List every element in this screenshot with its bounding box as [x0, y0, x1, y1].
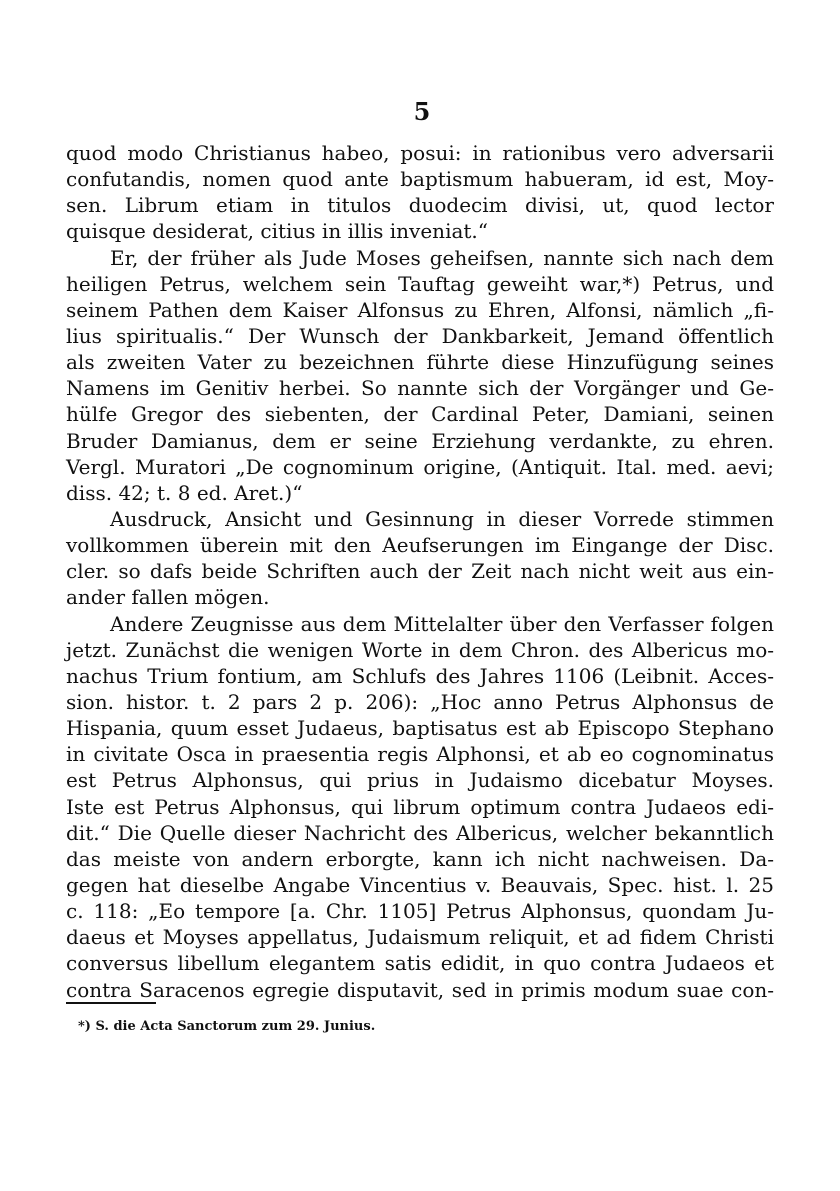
text-line: in civitate Osca in praesentia regis Alphonsi, et ab eo cognominatus	[66, 742, 774, 767]
text-line: confutandis, nomen quod ante baptismum habueram, id est, Moy-	[66, 167, 774, 192]
text-line: c. 118: „Eo tempore [a. Chr. 1105] Petrus Alphonsus, quondam Ju-	[66, 899, 774, 924]
text-line: gegen hat dieselbe Angabe Vincentius v. Beauvais, Spec. hist. l. 25	[66, 872, 774, 897]
text-line: Bruder Damianus, dem er seine Erziehung verdankte, zu ehren.	[66, 428, 774, 453]
footnote: *) S. die Acta Sanctorum zum 29. Junius.	[78, 1019, 376, 1034]
text-line: conversus libellum elegantem satis edidit, in quo contra Judaeos et	[66, 951, 774, 976]
text-line: quisque desiderat, citius in illis inveniat.“	[66, 219, 489, 244]
text-line: lius spiritualis.“ Der Wunsch der Dankbarkeit, Jemand öffentlich	[66, 323, 774, 348]
text-line: cler. so dafs beide Schriften auch der Zeit nach nicht weit aus ein-	[66, 559, 774, 584]
text-line: Vergl. Muratori „De cognominum origine, (Antiquit. Ital. med. aevi;	[66, 454, 774, 479]
text-line: daeus et Moyses appellatus, Judaismum reliquit, et ad fidem Christi	[66, 925, 774, 950]
page-number: 5	[413, 97, 431, 126]
text-line: Er, der früher als Jude Moses geheifsen, nannte sich nach dem	[110, 245, 774, 270]
text-line: quod modo Christianus habeo, posui: in rationibus vero adversarii	[66, 141, 774, 165]
text-line: hülfe Gregor des siebenten, der Cardinal Peter, Damiani, seinen	[66, 402, 774, 427]
text-line: Andere Zeugnisse aus dem Mittelalter über den Verfasser folgen	[110, 611, 774, 636]
text-line: Hispania, quum esset Judaeus, baptisatus est ab Episcopo Stephano	[66, 716, 774, 741]
text-line: Ausdruck, Ansicht und Gesinnung in dieser Vorrede stimmen	[110, 506, 774, 531]
text-line: diss. 42; t. 8 ed. Aret.)“	[66, 480, 303, 505]
text-line: sen. Librum etiam in titulos duodecim divisi, ut, quod lector	[66, 193, 774, 218]
text-line: dit.“ Die Quelle dieser Nachricht des Albericus, welcher bekanntlich	[66, 820, 774, 845]
text-line: heiligen Petrus, welchem sein Tauftag geweiht war,*) Petrus, und	[66, 271, 774, 296]
text-line: sion. histor. t. 2 pars 2 p. 206): „Hoc anno Petrus Alphonsus de	[66, 689, 774, 714]
text-line: seinem Pathen dem Kaiser Alfonsus zu Ehren, Alfonsi, nämlich „fi-	[66, 297, 774, 322]
text-line: contra Saracenos egregie disputavit, sed in primis modum suae con-	[66, 977, 774, 1002]
text-line: ander fallen mögen.	[66, 585, 270, 610]
body-text	[66, 140, 774, 1003]
text-line: als zweiten Vater zu bezeichnen führte diese Hinzufügung seines	[66, 350, 774, 375]
text-line: vollkommen überein mit den Aeufserungen im Eingange der Disc.	[66, 533, 774, 558]
text-line: jetzt. Zunächst die wenigen Worte in dem Chron. des Albericus mo-	[66, 637, 774, 662]
text-line: Namens im Genitiv herbei. So nannte sich der Vorgänger und Ge-	[66, 376, 774, 401]
text-line: nachus Trium fontium, am Schlufs des Jahres 1106 (Leibnit. Acces-	[66, 663, 774, 688]
text-line: das meiste von andern erborgte, kann ich nicht nachweisen. Da-	[66, 846, 774, 871]
text-line: est Petrus Alphonsus, qui prius in Judaismo dicebatur Moyses.	[66, 768, 774, 793]
text-line: Iste est Petrus Alphonsus, qui librum optimum contra Judaeos edi-	[66, 794, 774, 819]
footnote-separator	[66, 1002, 156, 1004]
